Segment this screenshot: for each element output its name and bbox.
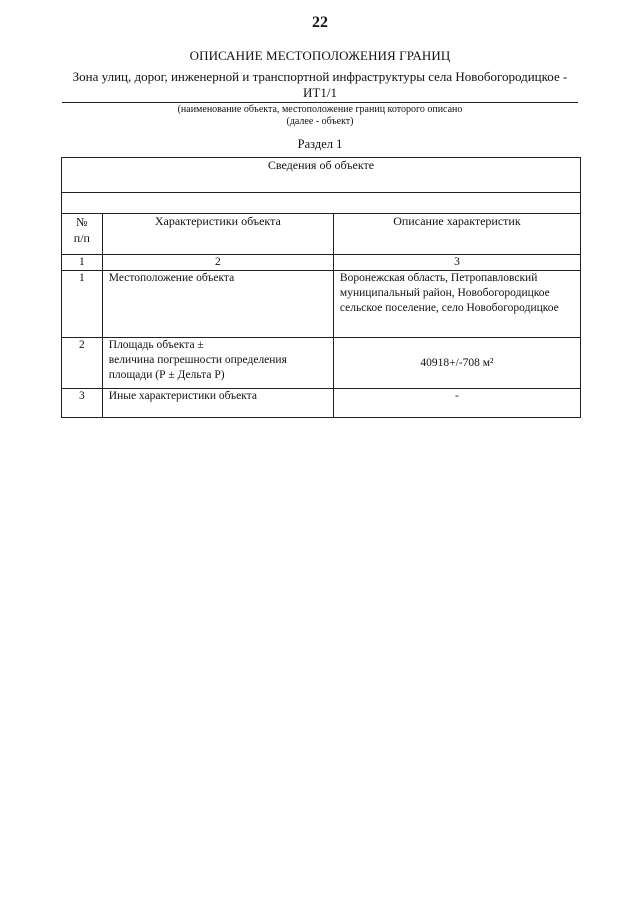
row-description: - xyxy=(333,389,580,418)
document-title: ОПИСАНИЕ МЕСТОПОЛОЖЕНИЯ ГРАНИЦ xyxy=(189,48,451,63)
header-description: Описание характеристик xyxy=(333,214,580,255)
row-number: 3 xyxy=(62,389,103,418)
page-number: 22 xyxy=(312,14,328,31)
object-name-caption xyxy=(62,104,578,128)
caption-line-1: (наименование объекта, местоположение границ которого описано xyxy=(177,104,463,115)
row-description: 40918+/-708 м² xyxy=(333,338,580,389)
table-row xyxy=(62,338,581,389)
caption-line-2: (далее - объект) xyxy=(286,116,354,127)
object-name-underline xyxy=(62,102,578,103)
header-characteristic: Характеристики объекта xyxy=(102,214,333,255)
table-caption: Сведения об объекте xyxy=(62,158,581,193)
row-description: Воронежская область, Петропавловский муниципальный район, Новобогородицкое сельское поселение, село Новобогородицкое xyxy=(333,271,580,338)
table-spacer-row xyxy=(62,193,581,214)
table-row xyxy=(62,271,581,338)
column-numbers-row xyxy=(62,255,581,271)
object-name: Зона улиц, дорог, инженерной и транспортной инфраструктуры села Новобогородицкое - ИТ1/1 xyxy=(72,69,568,100)
table-header-row xyxy=(62,214,581,255)
row-number: 1 xyxy=(62,271,103,338)
object-info-table xyxy=(61,157,581,418)
row-number: 2 xyxy=(62,338,103,389)
row-characteristic: Местоположение объекта xyxy=(102,271,333,338)
row-characteristic: Площадь объекта ± величина погрешности определения площади (Р ± Дельта Р) xyxy=(102,338,333,389)
column-number-1: 1 xyxy=(62,255,103,271)
table-spacer-cell xyxy=(62,193,581,214)
section-title: Раздел 1 xyxy=(297,137,343,151)
column-number-2: 2 xyxy=(102,255,333,271)
column-number-3: 3 xyxy=(333,255,580,271)
table-caption-row xyxy=(62,158,581,193)
row-characteristic: Иные характеристики объекта xyxy=(102,389,333,418)
table-row xyxy=(62,389,581,418)
header-number: № п/п xyxy=(62,214,103,255)
